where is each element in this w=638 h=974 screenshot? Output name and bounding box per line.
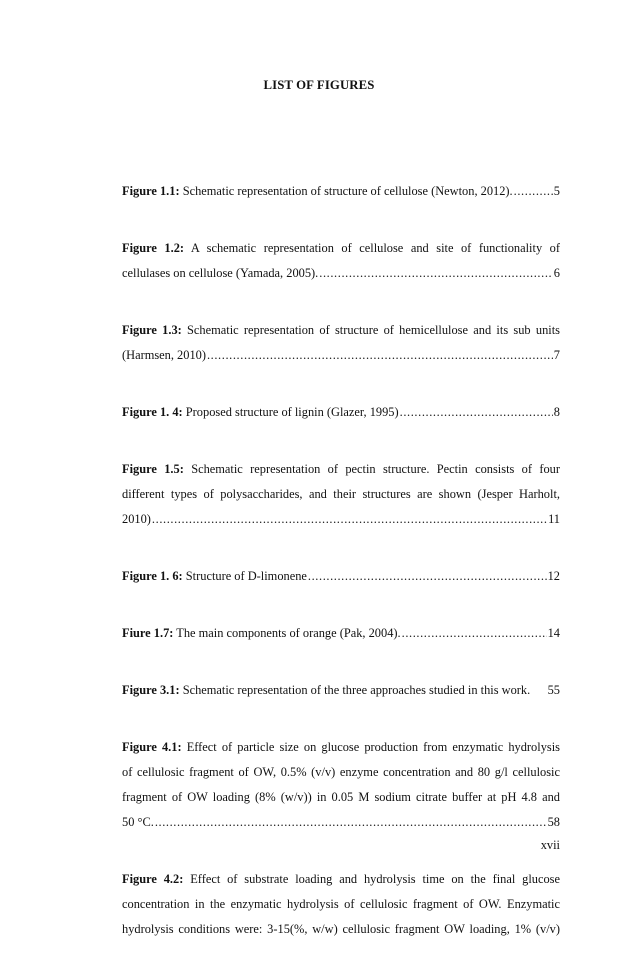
figure-caption-text: different types of polysaccharides, and their structures are shown (Jesper Harholt, xyxy=(122,487,560,501)
figure-entry xyxy=(122,179,560,204)
figure-entry-leader-line xyxy=(122,564,560,589)
figure-caption-text: A schematic representation of cellulose and site of functionality of xyxy=(184,241,560,255)
figure-caption-text: (Harmsen, 2010) xyxy=(122,348,206,362)
figure-caption-text: hydrolysis conditions were: 3-15(%, w/w) cellulosic fragment OW loading, 1% (v/v) xyxy=(122,922,560,936)
figure-caption-tail xyxy=(122,400,399,425)
figure-page-number: 6 xyxy=(553,266,560,280)
figure-entry xyxy=(122,400,560,425)
figure-entry-line xyxy=(122,760,560,785)
figure-entry-line xyxy=(122,318,560,343)
figure-caption-text: Proposed structure of lignin (Glazer, 1995) xyxy=(182,405,399,419)
figure-caption-text: cellulases on cellulose (Yamada, 2005). xyxy=(122,266,319,280)
figure-page-number: 12 xyxy=(547,569,560,583)
figure-entry xyxy=(122,457,560,532)
figure-entry xyxy=(122,564,560,589)
figure-label: Figure 1.3: xyxy=(122,323,182,337)
figure-caption-tail xyxy=(122,261,318,286)
figure-entry xyxy=(122,735,560,835)
figure-caption-tail xyxy=(122,564,307,589)
figure-label: Fiure 1.7: xyxy=(122,626,174,640)
leader-dots xyxy=(319,261,553,286)
figure-entry-leader-line xyxy=(122,678,560,703)
figure-entry-line xyxy=(122,867,560,892)
figure-label: Figure 1.2: xyxy=(122,241,185,255)
figure-label: Figure 4.1: xyxy=(122,740,182,754)
figure-entry-line xyxy=(122,236,560,261)
figure-entry-line xyxy=(122,457,560,482)
figure-caption-text: 50 °C. xyxy=(122,815,154,829)
figure-entry xyxy=(122,621,560,646)
figure-caption-text: Schematic representation of pectin structure. Pectin consists of four xyxy=(183,462,560,476)
leader-dots xyxy=(400,400,553,425)
figure-entry xyxy=(122,318,560,368)
figure-entry-leader-line xyxy=(122,621,560,646)
figure-caption-text: Structure of D-limonene xyxy=(182,569,307,583)
figure-entry-line xyxy=(122,482,560,507)
leader-dots xyxy=(402,621,547,646)
page-number: xvii xyxy=(540,838,560,852)
figure-page-number: 14 xyxy=(547,626,560,640)
figure-label: Figure 1. 6: xyxy=(122,569,183,583)
figure-entry xyxy=(122,867,560,942)
figure-entry-leader-line xyxy=(122,810,560,835)
figure-entry-leader-line xyxy=(122,261,560,286)
figure-caption-tail xyxy=(122,678,530,703)
figure-entry-leader-line xyxy=(122,179,560,204)
figure-caption-text: Effect of particle size on glucose production from enzymatic hydrolysis xyxy=(181,740,560,754)
figure-caption-text: Schematic representation of structure of hemicellulose and its sub units xyxy=(181,323,560,337)
leader-dots xyxy=(152,507,547,532)
figure-page-number: 8 xyxy=(553,405,560,419)
figure-caption-tail xyxy=(122,343,206,368)
figure-entry-line xyxy=(122,785,560,810)
figure-entry xyxy=(122,236,560,286)
figure-entry-line xyxy=(122,892,560,917)
figure-entry-leader-line xyxy=(122,507,560,532)
figure-label: Figure 1.5: xyxy=(122,462,184,476)
figure-list xyxy=(122,179,560,974)
figure-page-number: 11 xyxy=(548,512,560,526)
figure-caption-tail xyxy=(122,507,151,532)
leader-dots xyxy=(155,810,547,835)
figure-caption-tail xyxy=(122,810,154,835)
figure-label: Figure 1. 4: xyxy=(122,405,183,419)
figure-caption-text: Schematic representation of structure of cellulose (Newton, 2012). xyxy=(179,184,513,198)
leader-dots xyxy=(308,564,547,589)
figure-entry xyxy=(122,678,560,703)
figure-entry-line xyxy=(122,735,560,760)
figure-entry-leader-line xyxy=(122,343,560,368)
figure-entry-leader-line xyxy=(122,400,560,425)
figure-caption-tail xyxy=(122,179,513,204)
figure-page-number: 58 xyxy=(547,815,560,829)
leader-dots xyxy=(207,343,553,368)
figure-label: Figure 1.1: xyxy=(122,184,180,198)
figure-page-number: 55 xyxy=(547,683,560,697)
figure-caption-text: Effect of substrate loading and hydrolysis time on the final glucose xyxy=(183,872,560,886)
figure-caption-text: 2010) xyxy=(122,512,151,526)
figure-page-number: 5 xyxy=(553,184,560,198)
figure-entry-line xyxy=(122,917,560,942)
figure-caption-text: The main components of orange (Pak, 2004). xyxy=(173,626,401,640)
figure-label: Figure 4.2: xyxy=(122,872,184,886)
figure-label: Figure 3.1: xyxy=(122,683,180,697)
figure-caption-text: Schematic representation of the three approaches studied in this work. xyxy=(179,683,531,697)
figure-caption-text: of cellulosic fragment of OW, 0.5% (v/v) enzyme concentration and 80 g/l cellulosic xyxy=(122,765,560,779)
leader-dots xyxy=(514,179,553,204)
figure-caption-tail xyxy=(122,621,401,646)
figure-caption-text: fragment of OW loading (8% (w/v)) in 0.05 M sodium citrate buffer at pH 4.8 and xyxy=(122,790,560,804)
figure-page-number: 7 xyxy=(553,348,560,362)
figure-caption-text: concentration in the enzymatic hydrolysis of cellulosic fragment of OW. Enzymatic xyxy=(122,897,560,911)
page-title: LIST OF FIGURES xyxy=(263,78,375,92)
